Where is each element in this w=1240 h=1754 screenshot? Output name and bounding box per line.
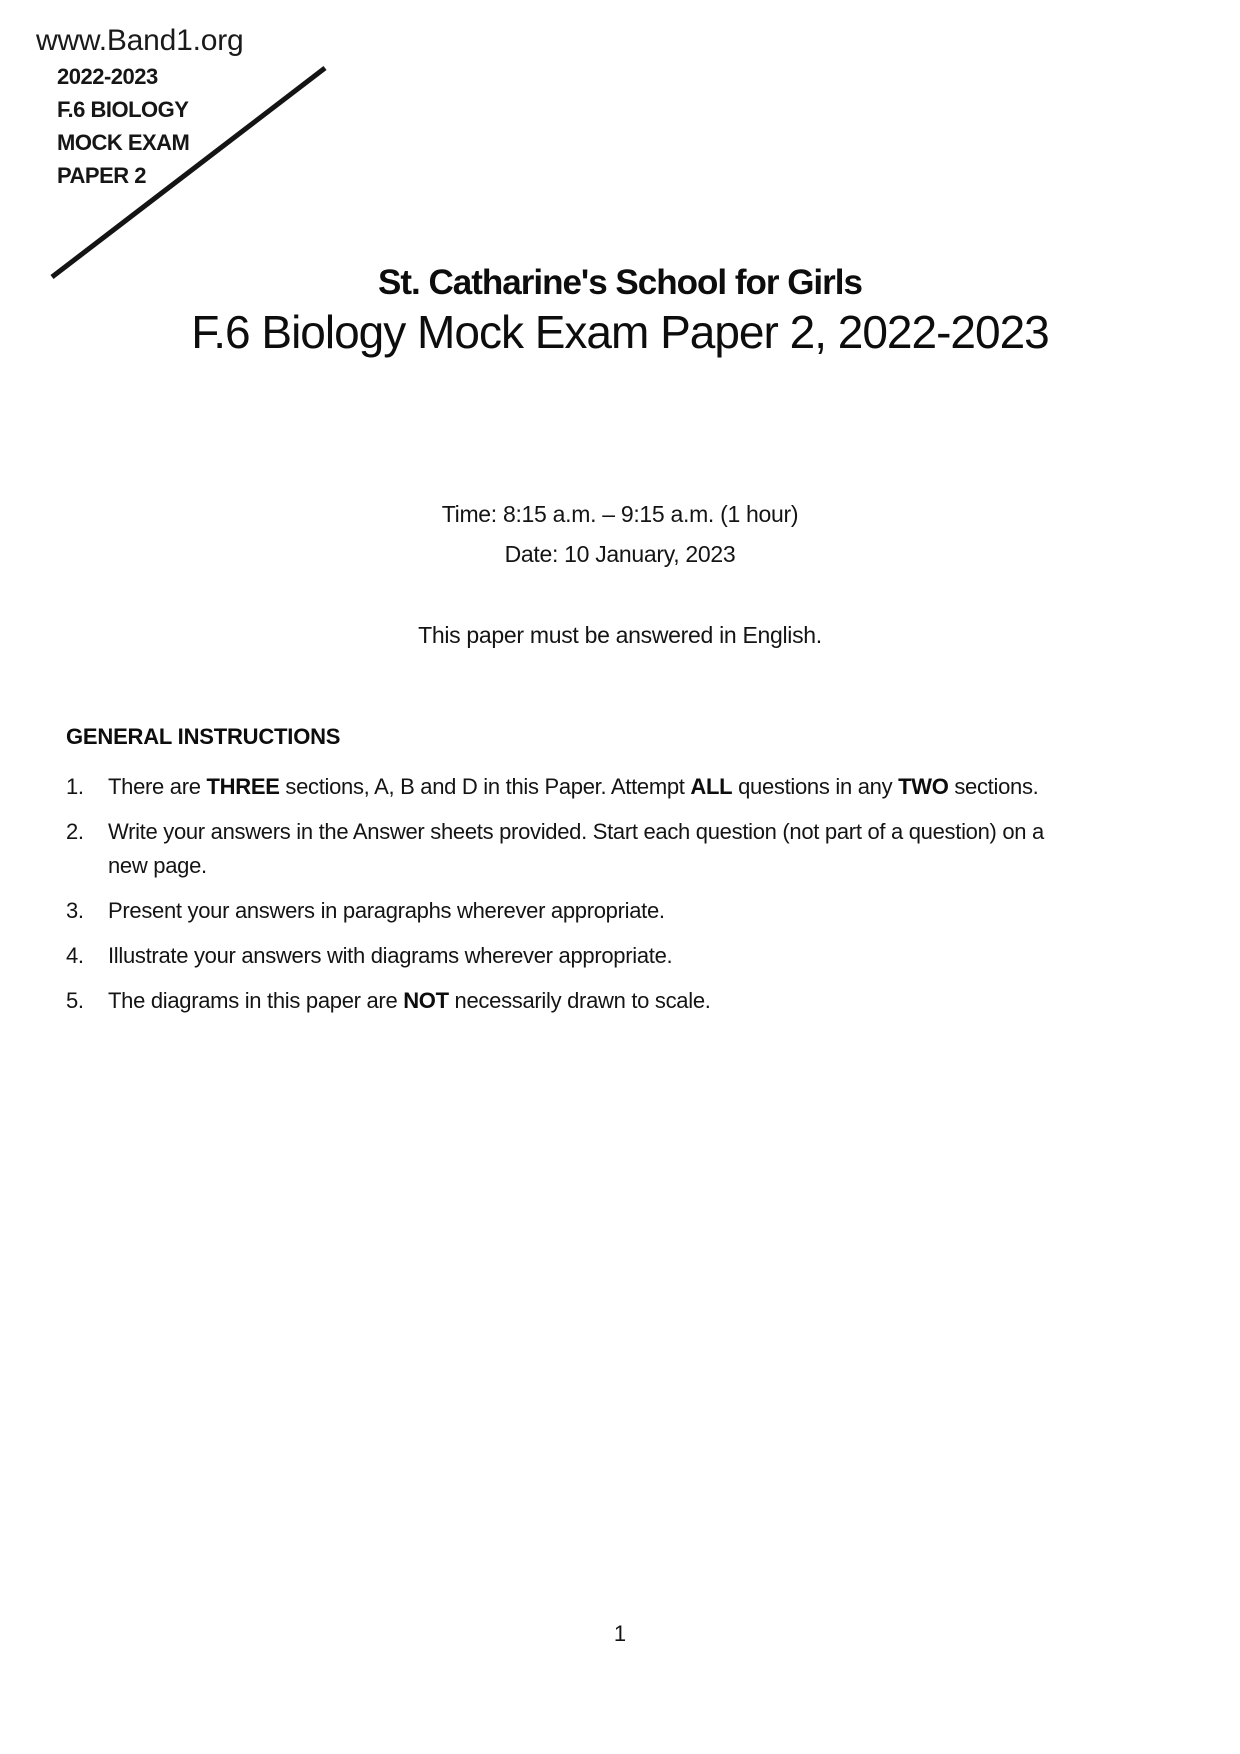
instruction-item <box>66 894 1078 928</box>
stamp-year: 2022-2023 <box>57 64 158 89</box>
instructions-list <box>66 770 1078 1029</box>
instruction-number: 3. <box>66 898 84 923</box>
instruction-text: The diagrams in this paper are NOT necessarily drawn to scale. <box>108 988 711 1013</box>
instruction-text: There are THREE sections, A, B and D in this Paper. Attempt ALL questions in any TWO sections. <box>108 774 1039 799</box>
stamp-subject: F.6 BIOLOGY <box>57 97 189 122</box>
instruction-number: 4. <box>66 943 84 968</box>
instruction-item <box>66 815 1078 883</box>
stamp-paper: PAPER 2 <box>57 163 147 188</box>
watermark-url: www.Band1.org <box>36 24 244 57</box>
exam-title: F.6 Biology Mock Exam Paper 2, 2022-2023 <box>191 306 1049 358</box>
exam-time: Time: 8:15 a.m. – 9:15 a.m. (1 hour) <box>441 501 799 527</box>
instructions-heading: GENERAL INSTRUCTIONS <box>66 724 341 749</box>
instruction-text: Illustrate your answers with diagrams wherever appropriate. <box>108 943 673 968</box>
instruction-item <box>66 939 1078 973</box>
instruction-item <box>66 770 1078 804</box>
stamp-exam-type: MOCK EXAM <box>57 130 190 155</box>
instruction-item <box>66 984 1078 1018</box>
instruction-text: Write your answers in the Answer sheets provided. Start each question (not part of a question) on a new page. <box>108 819 1044 878</box>
instruction-text: Present your answers in paragraphs wherever appropriate. <box>108 898 665 923</box>
exam-date: Date: 10 January, 2023 <box>504 541 736 567</box>
language-note: This paper must be answered in English. <box>418 622 822 648</box>
school-name: St. Catharine's School for Girls <box>378 263 862 302</box>
diagonal-strike-line <box>40 58 335 287</box>
instruction-number: 1. <box>66 774 84 799</box>
page-number: 1 <box>613 1621 627 1646</box>
instruction-number: 5. <box>66 988 84 1013</box>
instruction-number: 2. <box>66 819 84 844</box>
